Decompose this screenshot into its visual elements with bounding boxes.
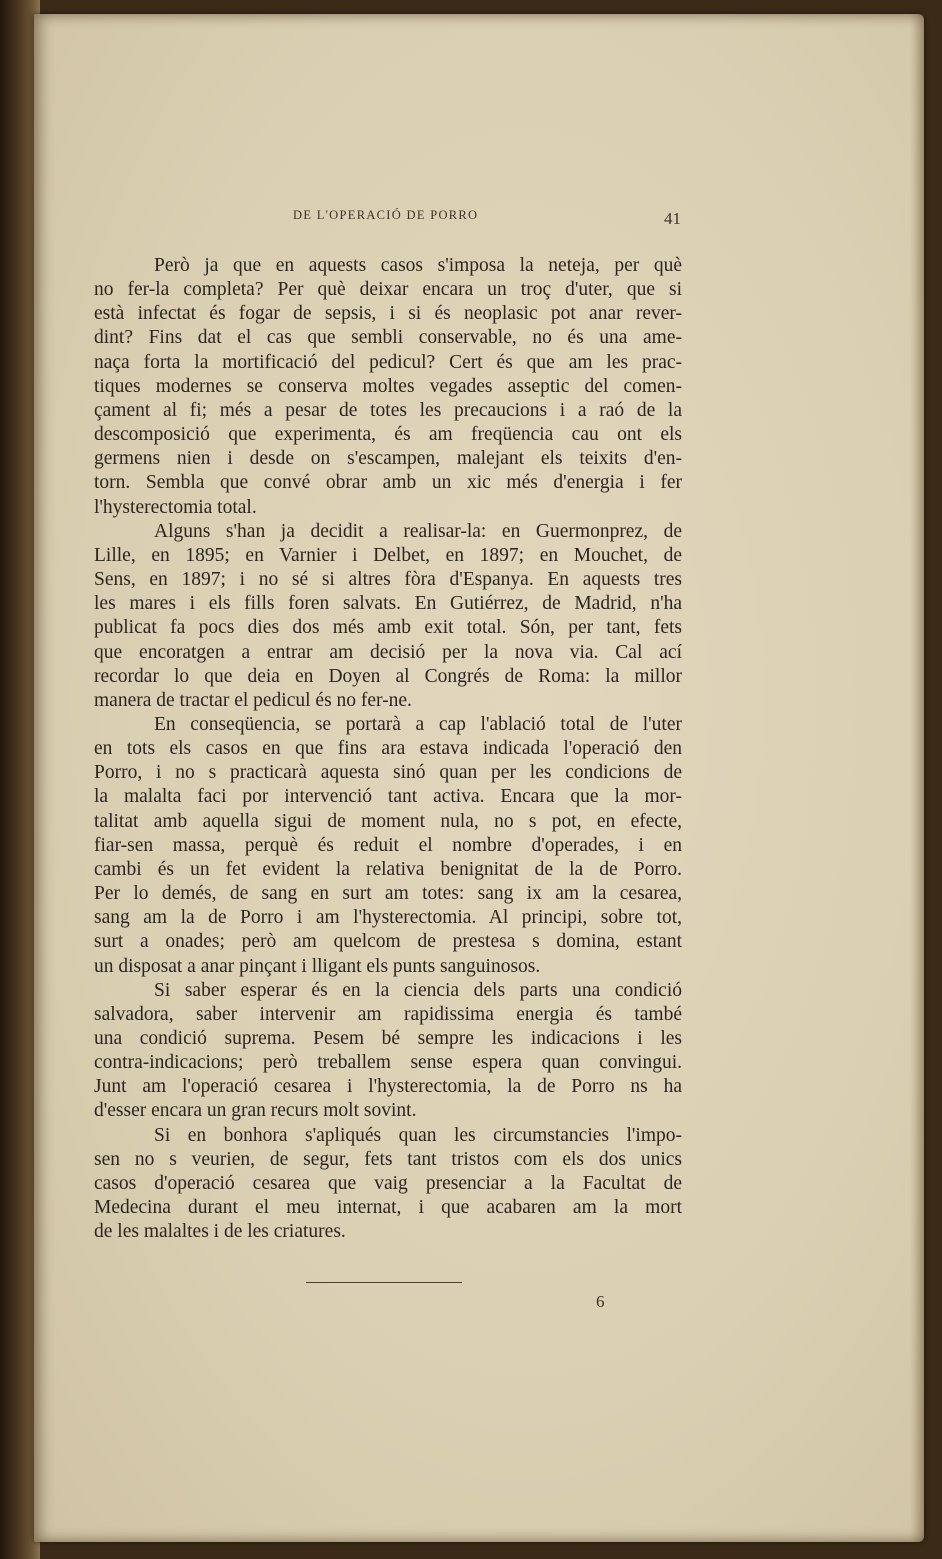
page-number: 41 [664,209,681,228]
text-line: sen no s veurien, de segur, fets tant tristos com els dos unics [94,1148,682,1170]
text-line: no fer-la completa? Per què deixar encara un troç d'uter, que si [94,279,682,301]
text-line: salvadora, saber intervenir am rapidissima energia és també [94,1003,682,1025]
text-line: descomposició que experimenta, és am freqüencia cau ont els [94,424,682,446]
text-line: naça forta la mortificació del pedicul? Cert és que am les prac- [94,351,682,373]
paragraph [94,713,682,979]
text-line: que encoratgen a entrar am decisió per la nova via. Cal ací [94,641,682,663]
text-line: les mares i els fills foren salvats. En Gutiérrez, de Madrid, n'ha [94,593,682,615]
text-line: talitat amb aquella sigui de moment nula, no s pot, en efecte, [94,810,682,832]
text-line: està infectat és fogar de sepsis, i si és neoplasic pot anar rever- [94,303,682,325]
page-edge-shadow [910,14,924,1542]
paragraph [94,1124,682,1245]
text-line: d'esser encara un gran recurs molt sovint. [94,1100,417,1122]
text-line: germens nien i desde on s'escampen, malejant els teixits d'en- [94,448,682,470]
text-line: manera de tractar el pedicul és no fer-ne. [94,689,412,711]
text-line: Per lo demés, de sang en surt am totes: sang ix am la cesarea, [94,883,682,905]
text-line: Porro, i no s practicarà aquesta sinó quan per les condicions de [94,762,682,784]
text-line: torn. Sembla que convé obrar amb un xic més d'energia i fer [94,472,682,494]
text-line: Sens, en 1897; i no sé si altres fòra d'Espanya. En aquests tres [94,569,682,591]
text-line: una condició suprema. Pesem bé sempre les indicacions i les [94,1028,682,1049]
text-line: casos d'operació cesarea que vaig presenciar a la Facultat de [94,1172,682,1194]
text-line: cambi és un fet evident la relativa benignitat de la de Porro. [94,858,682,880]
text-line: fiar-sen massa, perquè és reduit el nombre d'operades, i en [94,834,682,856]
text-line: çament al fi; més a pesar de totes les precaucions i a raó de la [94,399,682,421]
text-line: dint? Fins dat el cas que sembli conservable, no és una ame- [94,327,682,349]
paragraph [94,254,682,520]
body-text [94,254,682,1244]
text-line: Lille, en 1895; en Varnier i Delbet, en 1897; en Mouchet, de [94,544,682,566]
text-line: En conseqüencia, se portarà a cap l'ablació total de l'uter [154,713,682,735]
text-line: la malalta faci por intervenció tant activa. Encara que la mor- [94,786,682,808]
text-line: publicat fa pocs dies dos més amb exit total. Són, per tant, fets [94,617,682,639]
text-line: de les malaltes i de les criatures. [94,1221,346,1243]
text-line: surt a onades; però am quelcom de prestesa s domina, estant [94,931,682,953]
text-line: Medecina durant el meu internat, i que acabaren am la mort [94,1197,682,1219]
text-line: Junt am l'operació cesarea i l'hysterectomia, la de Porro ns ha [94,1076,682,1098]
end-rule [306,1282,462,1283]
paragraph [94,520,682,713]
text-line: Si en bonhora s'apliqués quan les circumstancies l'impo- [154,1124,682,1146]
text-line: contra-indicacions; però treballem sense espera quan convingui. [94,1052,682,1074]
text-line: tiques modernes se conserva moltes vegades asseptic del comen- [94,375,682,397]
running-head: DE L'OPERACIÓ DE PORRO [293,208,479,222]
text-line: un disposat a anar pinçant i lligant els punts sanguinosos. [94,955,541,977]
book-page [34,14,924,1542]
paragraph [94,979,682,1124]
signature-mark: 6 [596,1292,605,1311]
text-line: Però ja que en aquests casos s'imposa la neteja, per què [154,255,682,276]
text-line: sang am la de Porro i am l'hysterectomia. Al principi, sobre tot, [94,907,682,929]
text-line: en tots els casos en que fins ara estava indicada l'operació den [94,738,682,760]
text-line: recordar lo que deia en Doyen al Congrés de Roma: la millor [94,665,682,687]
text-line: Si saber esperar és en la ciencia dels parts una condició [154,979,682,1001]
text-line: l'hysterectomia total. [94,496,257,518]
text-line: Alguns s'han ja decidit a realisar-la: en Guermonprez, de [154,520,682,542]
